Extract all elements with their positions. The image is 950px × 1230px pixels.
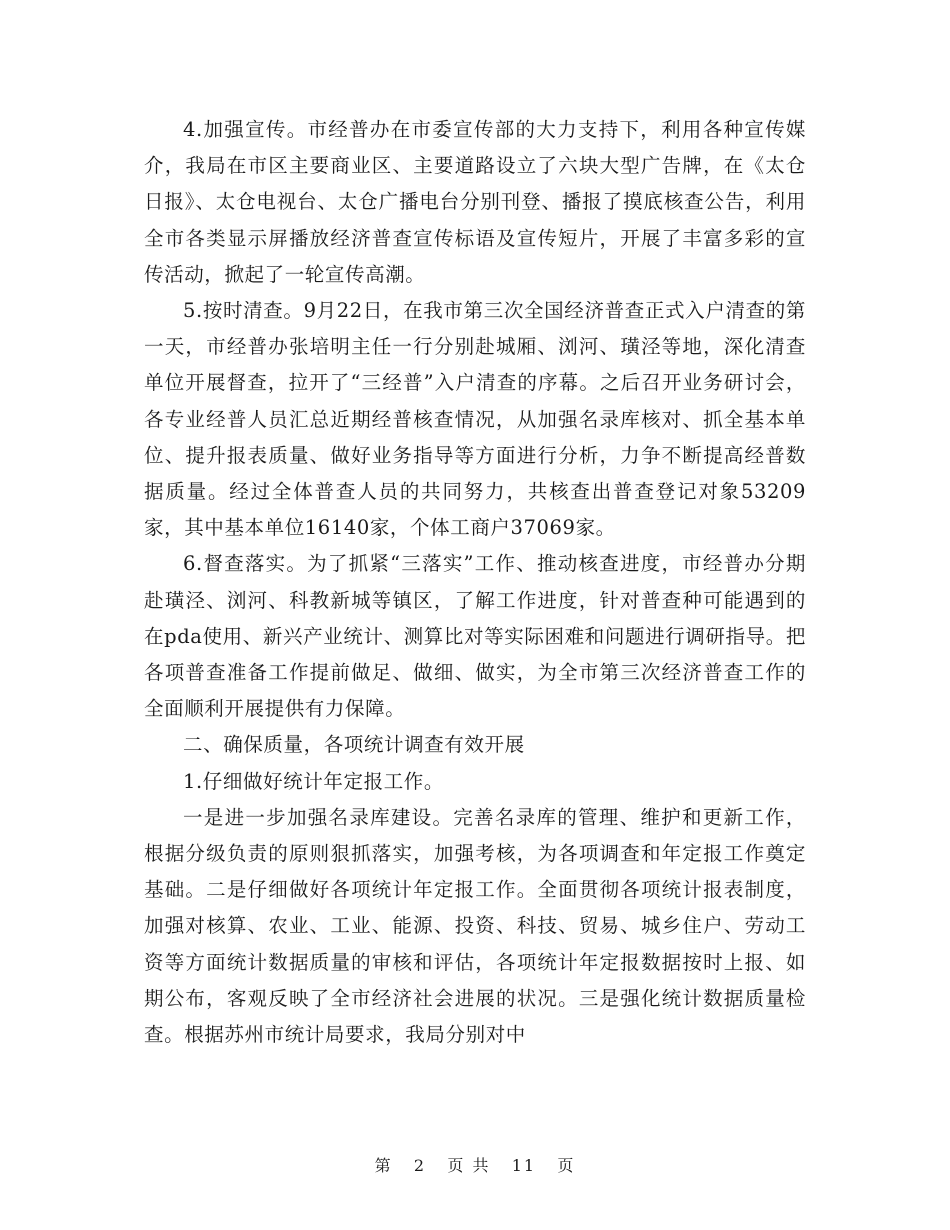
- paragraph-supervision: 6.督查落实。为了抓紧“三落实”工作、推动核查进度，市经普办分期赴璜泾、浏河、科教新城等镇区，了解工作进度，针对普查种可能遇到的在pda使用、新兴产业统计、测算比对等实际困难和问题进行调研指导。把各项普查准备工作提前做足、做细、做实，为全市第三次经济普查工作的全面顺利开展提供有力保障。: [144, 552, 806, 721]
- footer-total-pages: 11: [511, 1156, 537, 1175]
- paragraph-census-check: 5.按时清查。9月22日，在我市第三次全国经济普查正式入户清查的第一天，市经普办张培明主任一行分别赴城厢、浏河、璜泾等地，深化清查单位开展督查，拉开了“三经普”入户清查的序幕。之后召开业务研讨会，各专业经普人员汇总近期经普核查情况，从加强名录库核对、抓全基本单位、提升报表质量、做好业务指导等方面进行分析，力争不断提高经普数据质量。经过全体普查人员的共同努力，共核查出普查登记对象53209家，其中基本单位16140家，个体工商户37069家。: [144, 299, 806, 540]
- footer-label-page: 第: [374, 1156, 393, 1175]
- footer-current-page: 2: [413, 1156, 427, 1175]
- document-body: [144, 112, 806, 1053]
- footer-label-end: 页: [557, 1156, 576, 1175]
- page-footer: [0, 1153, 950, 1176]
- footer-label-of: 页 共: [447, 1156, 491, 1175]
- subheading-annual-report: 1.仔细做好统计年定报工作。: [183, 769, 445, 793]
- section-heading-quality: 二、确保质量，各项统计调查有效开展: [183, 733, 525, 757]
- paragraph-directory-database: 一是进一步加强名录库建设。完善名录库的管理、维护和更新工作，根据分级负责的原则狠抓落实，加强考核，为各项调查和年定报工作奠定基础。二是仔细做好各项统计年定报工作。全面贯彻各项统计报表制度，加强对核算、农业、工业、能源、投资、科技、贸易、城乡住户、劳动工资等方面统计数据质量的审核和评估，各项统计年定报数据按时上报、如期公布，客观反映了全市经济社会进展的状况。三是强化统计数据质量检查。根据苏州市统计局要求，我局分别对中: [144, 805, 806, 1047]
- paragraph-publicity: 4.加强宣传。市经普办在市委宣传部的大力支持下，利用各种宣传媒介，我局在市区主要商业区、主要道路设立了六块大型广告牌，在《太仓日报》、太仓电视台、太仓广播电台分别刊登、播报了摸底核查公告，利用全市各类显示屏播放经济普查宣传标语及宣传短片，开展了丰富多彩的宣传活动，掀起了一轮宣传高潮。: [144, 118, 806, 286]
